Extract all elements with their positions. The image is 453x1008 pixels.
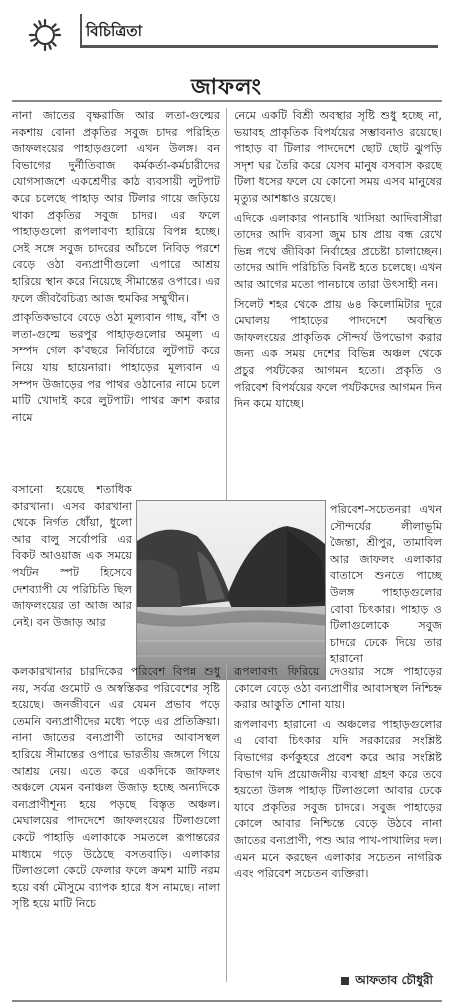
article-photo: [136, 500, 326, 680]
article-column-bottom-left: [12, 664, 220, 984]
article-title: জাফলং: [190, 75, 262, 100]
author-byline: [341, 972, 433, 992]
paragraph: রূপলাবণ্য হারানো এ অঞ্চলের পাহাড়গুলোর এ বোবা চিৎকার যদি সরকারের সংশ্লিষ্ট বিভাগের কর্ণকুহরে প্রবেশ করে আর সংশ্লিষ্ট বিভাগ যদি প্রয়োজনীয় ব্যবস্থা গ্রহণ করে তবে হয়তো উলঙ্গ পাহাড় টিলাগুলো আবার ঢেকে যাবে প্রকৃতির সবুজ চাদরে। সবুজ পাহাড়ের কোলে আবার নিশ্চিন্তে বেড়ে উঠবে নানা জাতের বন্যপ্রাণী, পশু আর পাখ-পাখালির দল। এমন মনে করছেন এলাকার সচেতন নাগরিক এবং পরিবেশ সচেতন ব্যক্তিরা।: [234, 717, 442, 881]
paragraph: সিলেট শহর থেকে প্রায় ৬৪ কিলোমিটার দূরে মেঘালয় পাহাড়ের পাদদেশে অবস্থিত জাফলংয়ের প্রাকৃতিক সৌন্দর্য উপভোগ করার জন্য এক সময় দেশের বিভিন্ন অঞ্চল থেকে প্রচুর পর্যটকের আগমন হতো। প্রকৃতি ও পরিবেশ বিপর্যয়ের ফলে পর্যটকদের আগমন দিন দিন কমে যাচ্ছে।: [234, 297, 442, 411]
paragraph: রূপলাবণ্য ফিরিয়ে দেওয়ার সঙ্গে পাহাড়ের কোলে বেড়ে ওঠা বন্যপ্রাণীর আবাসস্থল নিশ্চিহ্ন করার আকুতি শোনা যায়।: [234, 665, 442, 712]
section-label: বিচিত্রিতা: [86, 22, 142, 40]
paragraph: নেমে একটি বিশ্রী অবস্থার সৃষ্টি শুধু হচ্ছে না, ভয়াবহ প্রাকৃতিক বিপর্যয়ের সম্ভাবনাও রয়েছে। পাহাড় বা টিলার পাদদেশে ছোট ছোট ঝুপড়ি সদৃশ ঘর তৈরি করে যেসব মানুষ বসবাস করছে টিলা ধসের ফলে যে কোনো সময় এসব মানুষের মৃত্যুর আশঙ্কাও রয়েছে।: [234, 109, 442, 205]
paragraph: এদিকে এলাকার পানচাষি খাসিয়া আদিবাসীরা তাদের আদি ব্যবসা জুম চাষ প্রায় বন্ধ রেখে ভিন্ন পথে জীবিকা নির্বাহের প্রচেষ্টা চালাচ্ছেন। তাদের আদি পরিচিতি বিনষ্ট হতে চলেছে। এখন আর আগের মতো পানচাষে তারা উৎসাহী নন।: [234, 211, 442, 291]
paragraph: বসানো হয়েছে শতাধিক কারখানা। এসব কারখানা থেকে নির্গত ধোঁয়া, ধুলো আর বালু সর্বোপরি এর বিকট আওয়াজ এক সময়ে পর্যটন স্পট হিসেবে দেশব্যাপী যে পরিচিতি ছিল জাফলংয়ের তা আজ আর নেই। বন উজাড় আর: [12, 483, 132, 629]
bottom-rule: [12, 1000, 442, 1002]
column-divider: [226, 664, 227, 982]
square-bullet-icon: [341, 977, 349, 985]
author-name: আফতাব চৌধুরী: [355, 973, 433, 987]
article-column-bottom-right: [234, 664, 442, 964]
paragraph: পরিবেশ-সচেতনরা এখন সৌন্দর্যের লীলাভূমি জৈন্তা, শ্রীপুর, তামাবিল আর জাফলং এলাকার বাতাসে শুনতে পাচ্ছে উলঙ্গ পাহাড়গুলোর বোবা চিৎকার। পাহাড় ও টিলাগুলোকে সবুজ চাদরে ঢেকে দিয়ে তার হারানো: [330, 503, 442, 666]
paragraph: প্রাকৃতিকভাবে বেড়ে ওঠা মূল্যবান গাছ, বাঁশ ও লতা-গুল্মে ভরপুর পাহাড়গুলোর অমূল্য এ সম্পদ গেল ক'বছরে নির্বিচারে লুটপাট করে নিয়ে যায় হায়েনারা। পাহাড়ের মূল্যবান এ সম্পদ উজাড়ের পর পাথর ওঠানোর নামে চলে মাটি খোদাই করে লুটপাট। পাথর ক্রাশ করার নামে: [12, 311, 220, 424]
article-column-right: [234, 108, 442, 508]
paragraph: কলকারখানার চারদিকের পরিবেশ বিপন্ন শুধু নয়, সর্বত্র গুমোট ও অস্বস্তিকর পরিবেশের সৃষ্টি হয়েছে। জনজীবনে এর যেমন প্রভাব পড়ে তেমনি বন্যপ্রাণীদের মধ্যে পড়ে এর প্রতিক্রিয়া। নানা জাতের বন্যপ্রাণী তাদের আবাসস্থল হারিয়ে সীমান্তের ওপারে ভারতীয় জঙ্গলে গিয়ে আশ্রয় নেয়। এতে করে একদিকে জাফলং অঞ্চলে যেমন বনাঞ্চল উজাড় হচ্ছে অন্যদিকে বন্যপ্রাণীশূন্য হয়ে পড়ছে বিস্তৃত অঞ্চল। মেঘালয়ের পাদদেশে জাফলংয়ের টিলাগুলো কেটে পাহাড়ি এলাকাকে সমতলে রূপান্তরের মাধ্যমে গড়ে উঠেছে বসতবাড়ি। এলাকার টিলাগুলো কেটে ফেলার ফলে ক্রমশ মাটি নরম হয়ে বর্ষা মৌসুমে ব্যাপক হারে ধস নামছে। নালা সৃষ্টি হয়ে মাটি নিচে: [12, 665, 220, 911]
wrap-text-right: [330, 502, 442, 666]
section-tick: [80, 14, 82, 48]
river-hills-image: [137, 501, 326, 680]
column-divider: [226, 108, 227, 503]
section-header: [0, 0, 453, 70]
wrap-text-left: [12, 482, 132, 662]
paragraph: নানা জাতের বৃক্ষরাজি আর লতা-গুল্মের নকশায় বোনা প্রকৃতির সবুজ চাদর পরিহিত জাফলংয়ের পাহাড়গুলো এখন উলঙ্গ। বন বিভাগের দুর্নীতিবাজ কর্মকর্তা-কর্মচারীদের যোগসাজশে একশ্রেণীর কাঠ ব্যবসায়ী লুটপাট করে চলেছে পাহাড় আর টিলার গায়ে জড়িয়ে থাকা প্রকৃতির সবুজ চাদর। এর ফলে পাহাড়গুলো রূপলাবণ্য হারিয়ে বিপন্ন হচ্ছে। সেই সঙ্গে সবুজ চাদরের আঁচলে নিবিড় পরশে বেড়ে ওঠা বন্যপ্রাণীগুলো এপারে আশ্রয় হারিয়ে স্থান করে নিয়েছে সীমান্তের ওপারে। এর ফলে জীববৈচিত্র্য আজ হুমকির সম্মুখীন।: [12, 109, 220, 305]
title-rule: [12, 100, 442, 102]
section-rule: [80, 45, 438, 48]
sun-emblem-icon: [28, 18, 62, 52]
